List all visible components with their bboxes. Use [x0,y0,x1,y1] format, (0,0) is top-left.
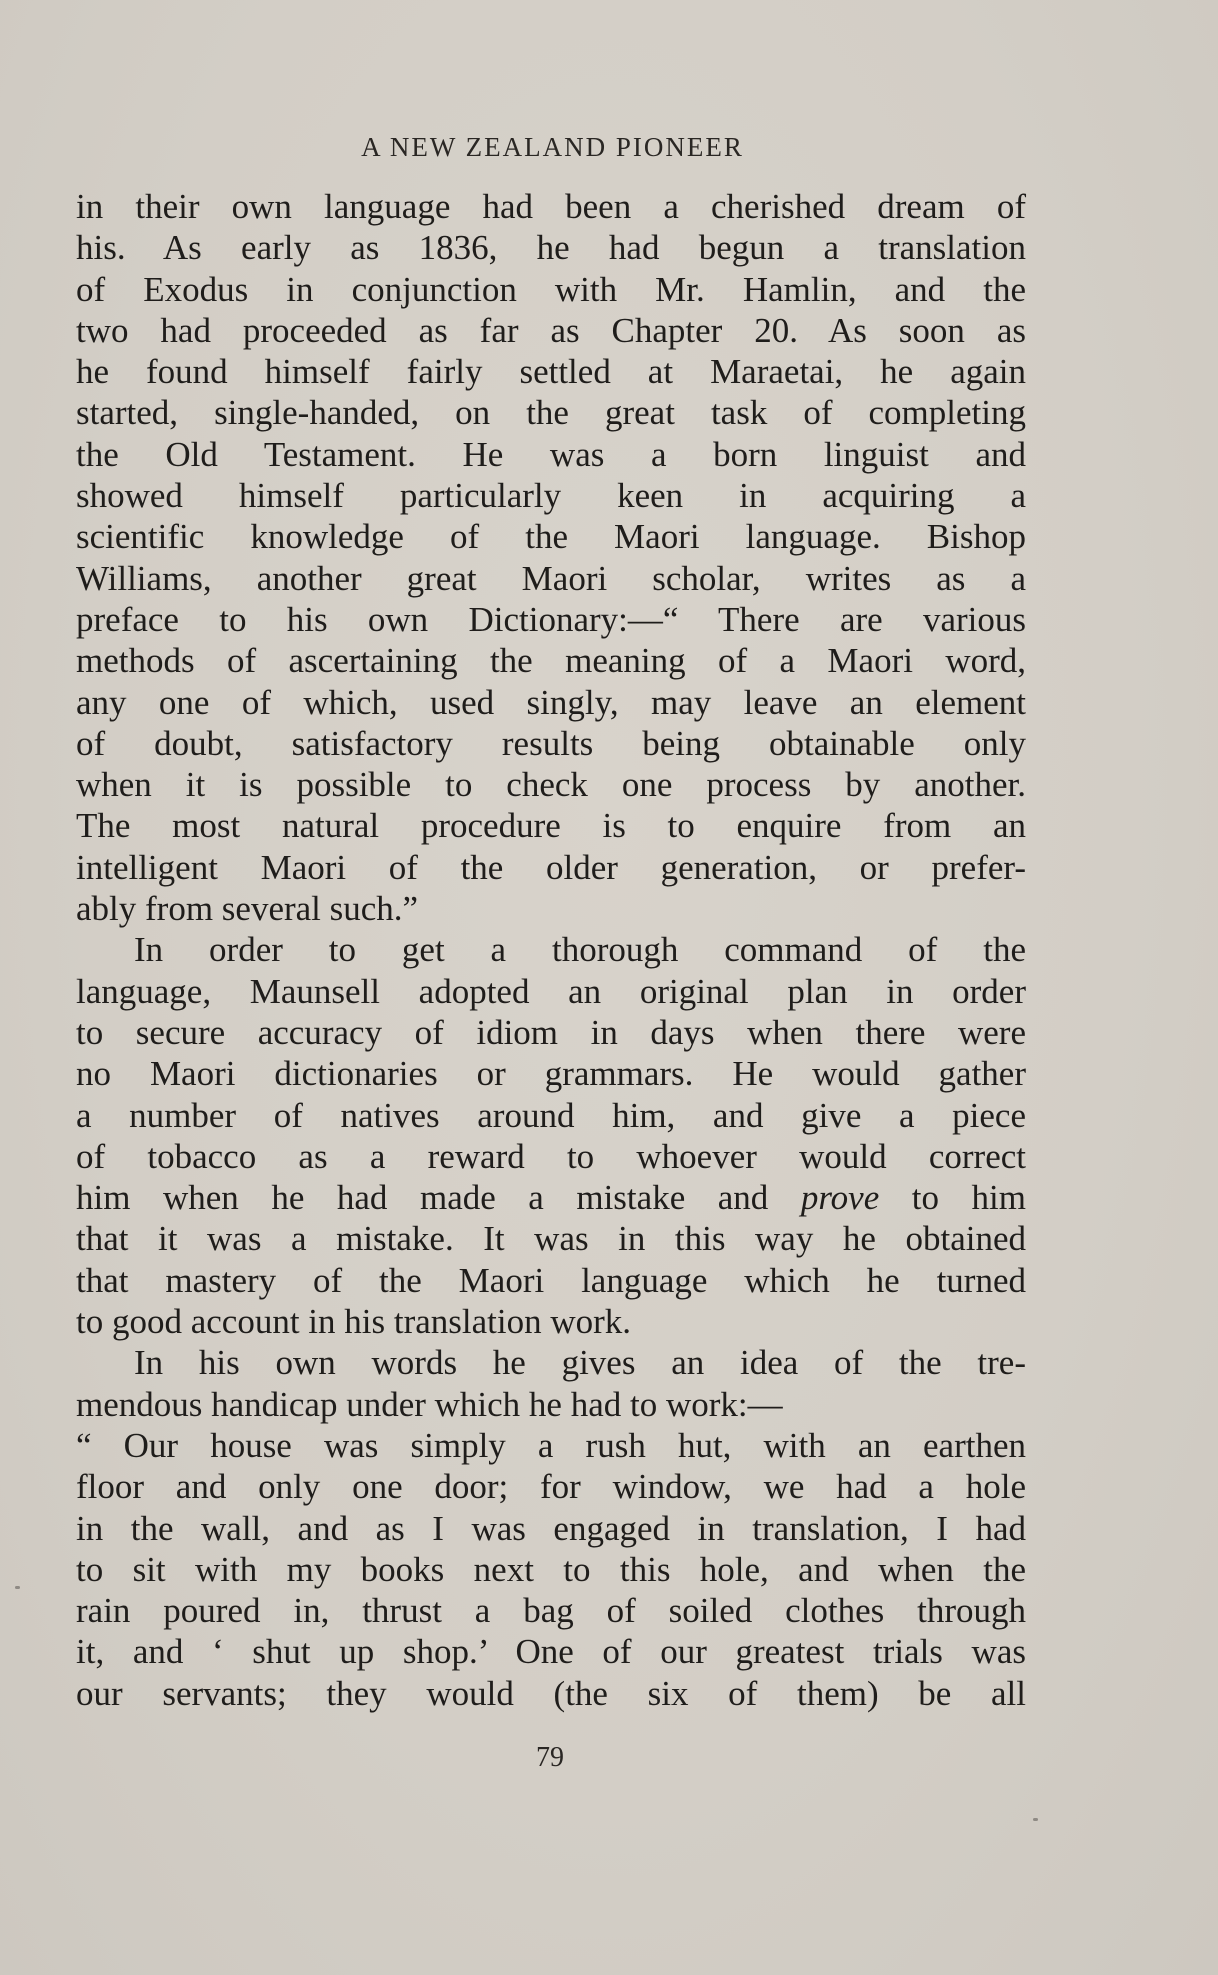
text-line: of doubt, satisfactory results being obtainable only [76,723,1026,763]
text-line: rain poured in, thrust a bag of soiled clothes through [76,1591,1026,1631]
text-line: of tobacco as a reward to whoever would correct [76,1136,1026,1176]
text-line: it, and ‘ shut up shop.’ One of our greatest trials was [76,1632,1026,1672]
text-line: The most natural procedure is to enquire from an [76,806,1026,846]
text-line: in the wall, and as I was engaged in translation, I had [76,1508,1026,1548]
text-line: scientific knowledge of the Maori language. Bishop [76,517,1026,557]
text-line: that it was a mistake. It was in this way he obtained [76,1219,1026,1259]
text-line-with-italic [76,1177,1026,1218]
text-line: to secure accuracy of idiom in days when there were [76,1012,1026,1052]
paper-speck [15,1586,20,1589]
text-line: to sit with my books next to this hole, and when the [76,1549,1026,1589]
paragraph-start-line: In his own words he gives an idea of the tre- [134,1343,1026,1383]
text-line: two had proceeded as far as Chapter 20. As soon as [76,310,1026,350]
text-line: his. As early as 1836, he had begun a translation [76,228,1026,268]
text-line: “ Our house was simply a rush hut, with an earthen [76,1425,1026,1465]
text-line: he found himself fairly settled at Maraetai, he again [76,352,1026,392]
text-line: methods of ascertaining the meaning of a Maori word, [76,641,1026,681]
page-number: 79 [536,1742,564,1773]
text-line: when it is possible to check one process by another. [76,765,1026,805]
text-line: a number of natives around him, and give a piece [76,1095,1026,1135]
body-text [76,186,1026,1714]
text-line: mendous handicap under which he had to work:— [76,1384,783,1424]
text-segment: to him [911,1178,1027,1218]
text-line: intelligent Maori of the older generation, or prefer- [76,847,1026,887]
text-line: to good account in his translation work. [76,1302,632,1342]
running-head: A NEW ZEALAND PIONEER [361,132,744,162]
text-line: in their own language had been a cherished dream of [76,187,1026,226]
text-line: Williams, another great Maori scholar, writes as a [76,558,1026,598]
italic-word: prove [800,1178,880,1218]
text-line: our servants; they would (the six of them) be all [76,1673,1026,1713]
text-line: no Maori dictionaries or grammars. He would gather [76,1054,1026,1094]
text-line: floor and only one door; for window, we had a hole [76,1467,1026,1507]
text-line: preface to his own Dictionary:—“ There are various [76,599,1026,639]
text-segment: him when he had made a mistake and [76,1178,769,1218]
text-line: started, single-handed, on the great task of completing [76,393,1026,433]
text-line: the Old Testament. He was a born linguist and [76,434,1026,474]
text-line: ably from several such.” [76,889,419,929]
text-line: language, Maunsell adopted an original plan in order [76,971,1026,1011]
text-line: any one of which, used singly, may leave an element [76,682,1026,722]
text-line: showed himself particularly keen in acquiring a [76,476,1026,516]
text-line: of Exodus in conjunction with Mr. Hamlin, and the [76,269,1026,309]
paper-speck [1033,1818,1038,1821]
paragraph-start-line: In order to get a thorough command of the [134,930,1026,970]
text-line: that mastery of the Maori language which he turned [76,1260,1026,1300]
